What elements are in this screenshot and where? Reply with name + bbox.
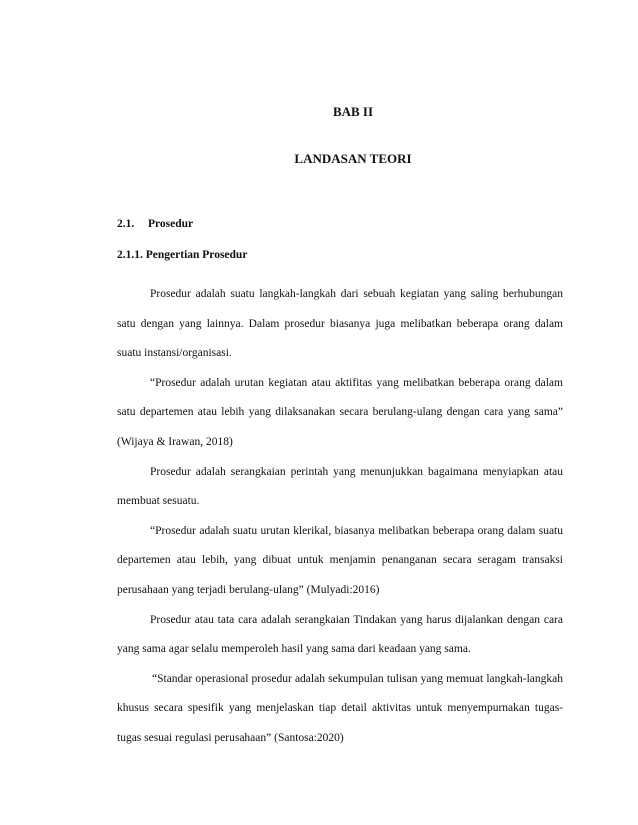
body-text	[117, 280, 563, 754]
section-number: 2.1.	[117, 218, 135, 230]
chapter-number: BAB II	[332, 104, 374, 119]
paragraph-5: Prosedur atau tata cara adalah serangkaian Tindakan yang harus dijalankan dengan cara yang sama agar selalu memperoleh hasil yang sama dari keadaan yang sama.	[117, 613, 563, 656]
paragraph-3: Prosedur adalah serangkaian perintah yang menunjukkan bagaimana menyiapkan atau membuat sesuatu.	[117, 465, 563, 508]
section-heading	[117, 218, 193, 230]
subsection-heading: 2.1.1. Pengertian Prosedur	[117, 249, 248, 261]
chapter-title: LANDASAN TEORI	[294, 151, 412, 166]
paragraph-1: Prosedur adalah suatu langkah-langkah dari sebuah kegiatan yang saling berhubungan satu dengan yang lainnya. Dalam prosedur biasanya juga melibatkan beberapa orang dalam suatu instansi/organisasi.	[117, 288, 563, 360]
paragraph-6-quote: “Standar operasional prosedur adalah sekumpulan tulisan yang memuat langkah-langkah khusus secara spesifik yang menjelaskan tiap detail aktivitas untuk menyempurnakan tugas-tugas sesuai regulasi perusahaan” (Santosa:2020)	[117, 672, 563, 744]
section-title: Prosedur	[148, 218, 194, 230]
paragraph-4-quote: “Prosedur adalah suatu urutan klerikal, biasanya melibatkan beberapa orang dalam suatu departemen atau lebih, yang dibuat untuk menjamin penanganan secara seragam transaksi perusahaan yang terjadi berulang-ulang” (Mulyadi:2016)	[117, 524, 563, 596]
paragraph-2-quote: “Prosedur adalah urutan kegiatan atau aktifitas yang melibatkan beberapa orang dalam satu departemen atau lebih yang dilaksanakan secara berulang-ulang dengan cara yang sama” (Wijaya & Irawan, 2018)	[117, 376, 563, 448]
